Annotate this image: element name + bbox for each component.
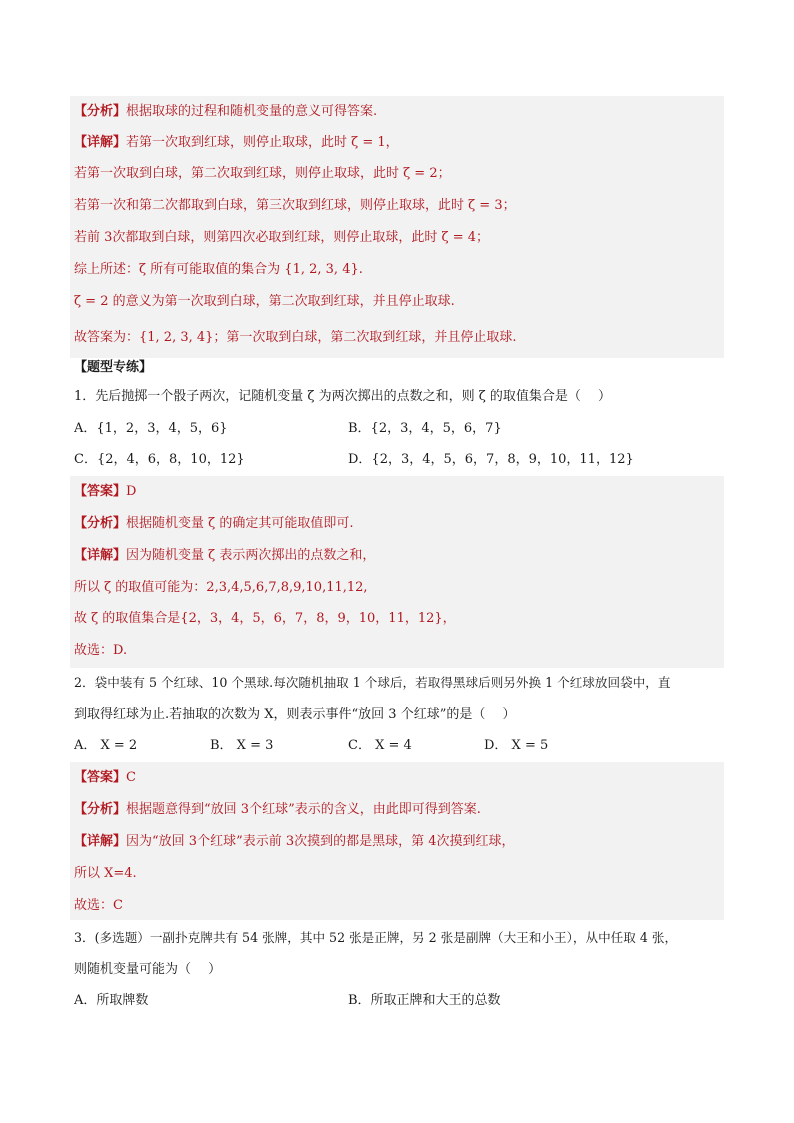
detail-line-7: 故答案为：{1, 2, 3, 4}；第一次取到白球，第二次取到红球，并且停止取球. [74,330,517,345]
q1-options-row1 [74,419,722,439]
q3-options [74,991,722,1011]
analysis-fenxi [74,102,722,122]
q1-option-c: C．{2，4，6，8，10，12} [74,452,245,467]
detail-line-2: 若第一次取到白球，第二次取到红球，则停止取球，此时 ζ = 2； [74,166,451,181]
q1-detail-line-2: 所以 ζ 的取值可能为：2,3,4,5,6,7,8,9,10,11,12, [74,580,368,595]
fenxi-text: 根据取球的过程和随机变量的意义可得答案. [126,104,378,119]
q2-option-b: B． X = 3 [210,738,274,753]
q1-answer-band [70,476,724,668]
fenxi-tag: 【分析】 [74,802,127,817]
xiangjie-text: 因为“放回 3个红球”表示前 3次摸到的都是黑球，第 4次摸到红球， [126,834,515,849]
detail-line-6: ζ = 2 的意义为第一次取到白球，第二次取到红球，并且停止取球. [74,294,455,309]
q1-options-row2 [74,450,722,470]
q2-xiangjie [74,832,722,852]
answer-tag: 【答案】 [74,484,127,499]
fenxi-tag: 【分析】 [74,516,127,531]
answer-tag: 【答案】 [74,770,127,785]
fenxi-text: 根据随机变量 ζ 的确定其可能取值即可. [126,516,354,531]
q3-option-a: A．所取牌数 [74,993,149,1008]
q2-fenxi [74,800,722,820]
q2-stem-line-2: 到取得红球为止.若抽取的次数为 X，则表示事件“放回 3 个红球”的是（ ） [74,707,516,722]
q1-fenxi [74,514,722,534]
q1-option-a: A．{1，2，3，4，5，6} [74,421,228,436]
detail-line-4: 若前 3次都取到白球，则第四次必取到红球，则停止取球，此时 ζ = 4； [74,230,490,245]
q1-detail-line-4: 故选：D. [74,643,128,658]
q2-detail-line-2: 所以 X=4. [74,866,137,881]
q2-option-a: A． X = 2 [74,738,138,753]
fenxi-tag: 【分析】 [74,104,127,119]
q1-detail-line-3: 故 ζ 的取值集合是{2，3，4，5，6，7，8，9，10，11，12}， [74,611,456,626]
q1-xiangjie [74,546,722,566]
q1-answer [74,482,722,502]
q2-option-c: C． X = 4 [348,738,412,753]
detail-line-3: 若第一次和第二次都取到白球，第三次取到红球，则停止取球，此时 ζ = 3； [74,198,516,213]
q3-option-b: B．所取正牌和大王的总数 [348,993,501,1008]
answer-value: D [126,484,137,499]
q2-stem-line-1: 2．袋中装有 5 个红球、10 个黑球.每次随机抽取 1 个球后，若取得黑球后则另外换 1 个红球放回袋中，直 [74,675,671,690]
xiangjie-tag: 【详解】 [74,834,127,849]
detail-line-1: 若第一次取到红球，则停止取球，此时 ζ = 1， [126,135,399,150]
q2-option-d: D． X = 5 [484,738,549,753]
xiangjie-tag: 【详解】 [74,135,127,150]
xiangjie-tag: 【详解】 [74,548,127,563]
xiangjie-text: 因为随机变量 ζ 表示两次掷出的点数之和， [126,548,376,563]
analysis-xiangjie [74,133,722,153]
q3-stem-line-1: 3．(多选题）一副扑克牌共有 54 张牌，其中 52 张是正牌，另 2 张是副牌（大王和小王），从中任取 4 张， [74,930,678,945]
q2-detail-line-3: 故选：C [74,898,123,913]
q1-option-d: D．{2，3，4，5，6，7，8，9，10，11，12} [348,452,634,467]
fenxi-text: 根据题意得到“放回 3个红球”表示的含义，由此即可得到答案. [126,802,481,817]
q2-answer [74,768,722,788]
q3-stem-line-2: 则随机变量可能为（ ） [74,962,222,977]
q2-options [74,736,722,756]
q1-stem: 1．先后抛掷一个骰子两次，记随机变量 ζ 为两次掷出的点数之和，则 ζ 的取值集合是（ ） [74,389,612,404]
q1-option-b: B．{2，3，4，5，6，7} [348,421,502,436]
section-title: 【题型专练】 [74,360,153,375]
detail-line-5: 综上所述：ζ 所有可能取值的集合为 {1, 2, 3, 4}. [74,262,363,277]
answer-value: C [126,770,136,785]
